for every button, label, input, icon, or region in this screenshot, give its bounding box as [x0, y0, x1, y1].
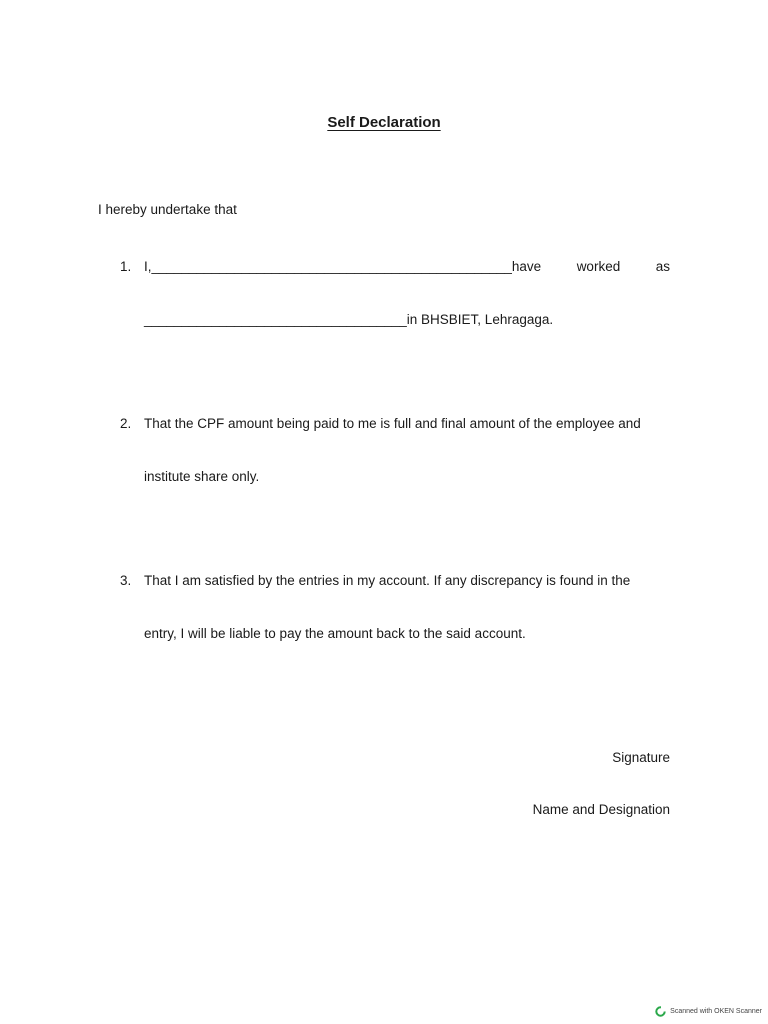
item-1-word-as: as [655, 259, 670, 274]
intro-text: I hereby undertake that [98, 202, 237, 217]
item-3-line-2: entry, I will be liable to pay the amount back to the said account. [144, 626, 526, 641]
scanner-watermark [655, 1006, 762, 1017]
document-title: Self Declaration [327, 114, 441, 131]
item-1-word-worked: worked [576, 259, 621, 274]
item-number: 3. [120, 573, 132, 588]
item-1-line-2: ___________________________________in BHSBIET, Lehragaga. [144, 312, 554, 327]
item-2-line-1: That the CPF amount being paid to me is full and final amount of the employee and [144, 416, 641, 431]
signature-label: Signature [612, 750, 670, 765]
item-number: 2. [120, 416, 132, 431]
name-designation-label: Name and Designation [532, 802, 670, 817]
item-1-line-1 [144, 259, 670, 274]
scanner-logo-icon [655, 1006, 666, 1017]
item-1-name-blank: I,________________________________________________have [144, 259, 542, 274]
item-2-line-2: institute share only. [144, 469, 260, 484]
item-3-line-1: That I am satisfied by the entries in my account. If any discrepancy is found in the [144, 573, 631, 588]
scanner-text: Scanned with OKEN Scanner [670, 1008, 762, 1015]
item-number: 1. [120, 259, 132, 274]
